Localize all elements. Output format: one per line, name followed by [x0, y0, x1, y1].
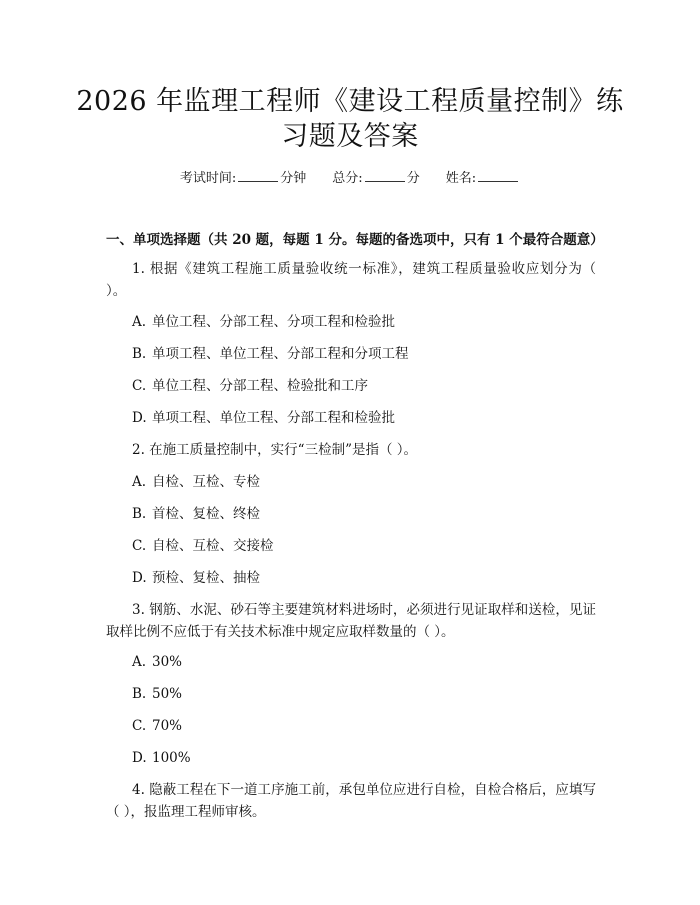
- option-text: 自检、互检、交接检: [152, 538, 274, 554]
- question-1-text: 1. 根据《建筑工程施工质量验收统一标准》，建筑工程质量验收应划分为（ ）。: [106, 261, 596, 299]
- option-label: C.: [132, 538, 147, 554]
- option-text: 100%: [152, 750, 191, 766]
- option-text: 单项工程、单位工程、分部工程和分项工程: [152, 346, 409, 362]
- question-3-option-a: [132, 652, 182, 672]
- question-3-option-b: [132, 684, 182, 704]
- question-2-option-d: [132, 568, 260, 588]
- exam-info-line: [0, 169, 700, 188]
- question-1-option-a: [132, 312, 395, 332]
- exam-time-label: 考试时间:: [179, 171, 237, 186]
- question-2-option-a: [132, 472, 260, 492]
- option-label: C.: [132, 718, 147, 734]
- option-label: B.: [132, 686, 147, 702]
- exam-time-blank[interactable]: [238, 169, 278, 182]
- question-2-option-b: [132, 504, 260, 524]
- option-text: 单项工程、单位工程、分部工程和检验批: [152, 410, 395, 426]
- name-blank[interactable]: [478, 169, 518, 182]
- option-text: 预检、复检、抽检: [152, 570, 260, 586]
- option-label: B.: [132, 346, 147, 362]
- option-label: D.: [132, 750, 147, 766]
- section-heading: 一、单项选择题（共 20 题，每题 1 分。每题的备选项中，只有 1 个最符合题意）: [106, 232, 604, 248]
- question-2-text: 2. 在施工质量控制中，实行“三检制”是指（ ）。: [132, 442, 418, 458]
- document-title-line2: 习题及答案: [281, 121, 419, 152]
- question-1-option-d: [132, 408, 395, 428]
- option-label: D.: [132, 410, 147, 426]
- total-score-unit: 分: [406, 171, 420, 186]
- option-label: D.: [132, 570, 147, 586]
- option-label: A.: [132, 314, 147, 330]
- option-text: 自检、互检、专检: [152, 474, 260, 490]
- question-2-option-c: [132, 536, 274, 556]
- option-label: B.: [132, 506, 147, 522]
- option-label: C.: [132, 378, 147, 394]
- question-3-option-c: [132, 716, 182, 736]
- option-label: A.: [132, 654, 147, 670]
- option-text: 单位工程、分部工程、分项工程和检验批: [152, 314, 395, 330]
- name-label: 姓名:: [445, 171, 477, 186]
- option-text: 50%: [152, 686, 183, 702]
- total-score-label: 总分:: [332, 171, 363, 186]
- option-text: 70%: [152, 718, 183, 734]
- question-3-option-d: [132, 748, 191, 768]
- option-text: 30%: [152, 654, 183, 670]
- name-field: [446, 169, 520, 188]
- option-text: 单位工程、分部工程、检验批和工序: [152, 378, 368, 394]
- total-score-blank[interactable]: [365, 169, 405, 182]
- option-label: A.: [132, 474, 147, 490]
- exam-time-unit: 分钟: [280, 171, 307, 186]
- question-1-option-b: [132, 344, 409, 364]
- document-title-line1: 2026 年监理工程师《建设工程质量控制》练: [76, 86, 624, 117]
- total-score-field: [332, 169, 419, 188]
- question-1-option-c: [132, 376, 368, 396]
- question-4-text: 4. 隐蔽工程在下一道工序施工前，承包单位应进行自检，自检合格后，应填写（ ），报监理工程师审核。: [106, 782, 596, 820]
- option-text: 首检、复检、终检: [152, 506, 260, 522]
- exam-time-field: [180, 169, 306, 188]
- question-3-text: 3. 钢筋、水泥、砂石等主要建筑材料进场时，必须进行见证取样和送检，见证取样比例不应低于有关技术标准中规定应取样数量的（ ）。: [106, 602, 596, 640]
